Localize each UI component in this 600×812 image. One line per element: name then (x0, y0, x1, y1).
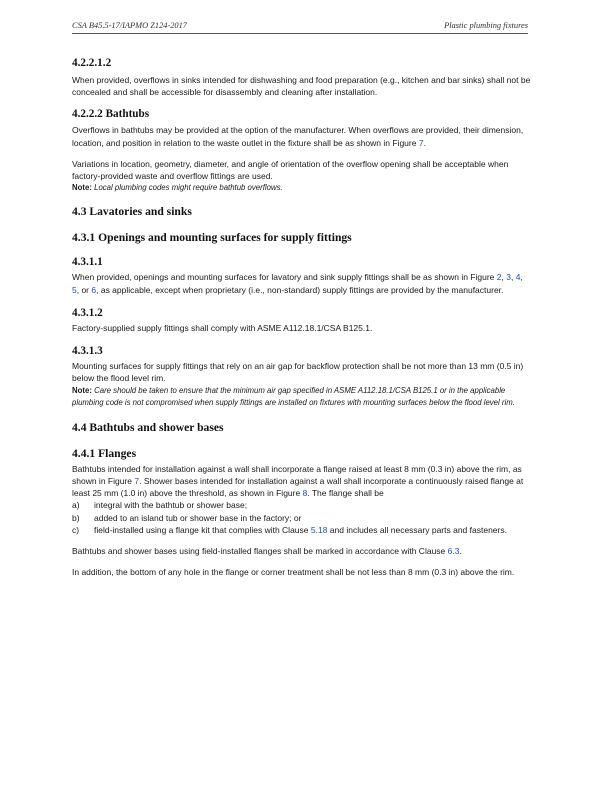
text: , or (76, 284, 92, 295)
text: , (501, 272, 507, 283)
text: , as applicable, except when proprietary (i.e., non-standard) supply fittings are provided by the manufacturer. (96, 284, 504, 295)
figure-7-link[interactable]: 7 (134, 476, 140, 487)
para-4-2-2-1-2: When provided, overflows in sinks intended for dishwashing and food preparation (e.g., kitchen and bar sinks) shall not be concealed and shall be accessible for disassembly and cleaning after installation. (72, 75, 531, 98)
figure-6-link[interactable]: 6 (91, 284, 97, 295)
list-text: added to an island tub or shower base in the factory; or (94, 512, 302, 523)
heading-4-3-1-1: 4.3.1.1 (72, 256, 103, 269)
para-4-3-1-3: Mounting surfaces for supply fittings that rely on an air gap for backflow protection shall be not more than 13 mm (0.5 in) below the flood level rim. (72, 361, 524, 384)
note-label: Note: (72, 386, 92, 396)
text: , (520, 272, 523, 283)
list-text (94, 524, 507, 536)
para-4-4-1-flanges (72, 463, 532, 500)
clause-6-3-link[interactable]: 6.3 (447, 546, 460, 557)
flange-options-list (72, 499, 532, 536)
figure-4-link[interactable]: 4 (515, 272, 521, 283)
list-marker: c) (72, 524, 80, 535)
list-item (72, 524, 532, 536)
header-document-id: CSA B45.5-17/IAPMO Z124-2017 (72, 21, 187, 30)
list-marker: b) (72, 512, 80, 523)
text: . Shower bases intended for installation against a wall shall incorporate a continuously raised flange at least 25 mm (1.0 in) above the threshold, as shown in Figure (72, 476, 524, 499)
note-label: Note: (72, 183, 92, 193)
text: Bathtubs intended for installation against a wall shall incorporate a flange raised at least 8 mm (0.3 in) above the rim, as shown in Figure (72, 463, 522, 487)
text: . The flange shall be (307, 488, 384, 499)
figure-7-link[interactable]: 7 (418, 137, 424, 148)
text: When provided, openings and mounting surfaces for lavatory and sink supply fittings shall be as shown in Figure (72, 272, 497, 283)
para-4-2-2-2-overflows (72, 124, 532, 148)
text: . (423, 137, 426, 148)
para-4-2-2-2-variations: Variations in location, geometry, diameter, and angle of orientation of the overflow opening shall be acceptable when factory-provided waste and overflow fittings are used. (72, 158, 509, 182)
note-4-2-2-2 (72, 182, 532, 193)
para-4-3-1-1 (72, 271, 532, 295)
note-4-3-1-3 (72, 385, 532, 407)
text: Bathtubs and shower bases using field-installed flanges shall be marked in accordance with Clause (72, 546, 448, 557)
para-4-4-1-marking (72, 545, 532, 557)
heading-4-3: 4.3 Lavatories and sinks (72, 205, 192, 219)
heading-4-4-1: 4.4.1 Flanges (72, 446, 137, 460)
text: , (510, 272, 516, 283)
heading-4-2-2-1-2: 4.2.2.1.2 (72, 57, 112, 69)
heading-4-3-1-2: 4.3.1.2 (72, 306, 103, 319)
text: field-installed using a flange kit that complies with Clause (94, 524, 311, 535)
figure-8-link[interactable]: 8 (302, 488, 308, 499)
figure-2-link[interactable]: 2 (496, 272, 502, 283)
heading-4-3-1: 4.3.1 Openings and mounting surfaces for supply fittings (72, 231, 352, 245)
heading-4-3-1-3: 4.3.1.3 (72, 345, 103, 358)
text: Overflows in bathtubs may be provided at the option of the manufacturer. When overflows are provided, their dimension, location, and position in relation to the waste outlet in the fixture shall be as shown in Figure (72, 125, 524, 148)
para-4-4-1-hole: In addition, the bottom of any hole in the flange or corner treatment shall be not less than 8 mm (0.3 in) above the rim. (72, 567, 515, 578)
figure-5-link[interactable]: 5 (72, 284, 77, 295)
page-body (72, 57, 532, 578)
list-marker: a) (72, 500, 80, 511)
list-item (72, 512, 532, 524)
text: . (459, 546, 462, 557)
list-item (72, 499, 532, 511)
heading-4-4: 4.4 Bathtubs and shower bases (72, 420, 224, 434)
para-4-3-1-2: Factory-supplied supply fittings shall comply with ASME A112.18.1/CSA B125.1. (72, 322, 373, 333)
text: and includes all necessary parts and fasteners. (327, 524, 507, 535)
note-text: Care should be taken to ensure that the minimum air gap specified in ASME A112.18.1/CSA B125.1 or in the applicable plumbing code is not compromised when supply fittings are installed on fixtures with mounting surfaces below the flood level rim. (72, 386, 515, 407)
note-text: Local plumbing codes might require bathtub overflows. (91, 183, 283, 193)
page-header (72, 21, 528, 34)
heading-4-2-2-2: 4.2.2.2 Bathtubs (72, 108, 150, 121)
header-document-title: Plastic plumbing fixtures (444, 21, 528, 30)
clause-5-18-link[interactable]: 5.18 (310, 524, 328, 535)
list-text: integral with the bathtub or shower base; (94, 500, 248, 511)
figure-3-link[interactable]: 3 (506, 272, 511, 283)
